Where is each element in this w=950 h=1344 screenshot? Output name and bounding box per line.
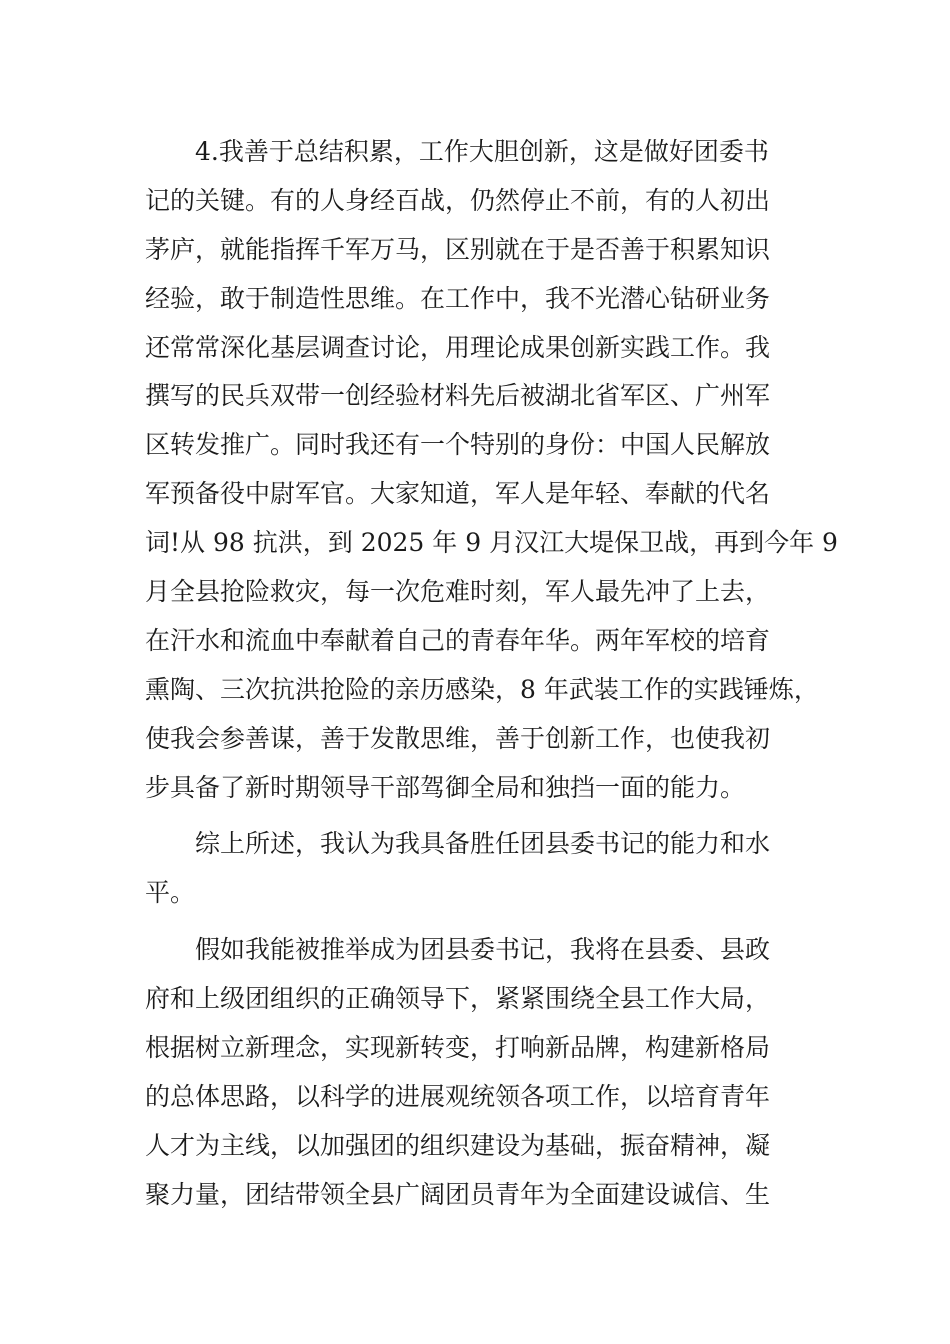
paragraph-line: 聚力量，团结带领全县广阔团员青年为全面建设诚信、生: [145, 1179, 771, 1209]
paragraph-line: 还常常深化基层调查讨论，用理论成果创新实践工作。我: [145, 332, 771, 362]
paragraph-line: 经验，敢于制造性思维。在工作中，我不光潜心钻研业务: [145, 283, 771, 313]
paragraph-line: 词!从 98 抗洪，到 2025 年 9 月汉江大堤保卫战，再到今年 9: [145, 528, 838, 558]
document-body: [145, 128, 838, 1220]
paragraph-line: 使我会参善谋，善于发散思维，善于创新工作，也使我初: [145, 723, 771, 753]
paragraph-line: 根据树立新理念，实现新转变，打响新品牌，构建新格局: [145, 1033, 771, 1063]
paragraph-line: 的总体思路，以科学的进展观统领各项工作，以培育青年: [145, 1081, 771, 1111]
paragraph-line: 区转发推广。同时我还有一个特别的身份：中国人民解放: [145, 430, 771, 460]
paragraph-line: 步具备了新时期领导干部驾御全局和独挡一面的能力。: [145, 772, 746, 802]
paragraph-line: 撰写的民兵双带一创经验材料先后被湖北省军区、广州军: [145, 381, 771, 411]
paragraph-line: 在汗水和流血中奉献着自己的青春年华。两年军校的培育: [145, 625, 771, 655]
paragraph-line: 4.我善于总结积累，工作大胆创新，这是做好团委书: [195, 137, 769, 166]
paragraph-line: 月全县抢险救灾，每一次危难时刻，军人最先冲了上去，: [145, 577, 771, 607]
paragraph-line: 军预备役中尉军官。大家知道，军人是年轻、奉献的代名: [145, 479, 771, 509]
paragraph-line: 平。: [145, 878, 196, 908]
paragraph-line: 假如我能被推举成为团县委书记，我将在县委、县政: [195, 935, 771, 965]
paragraph-line: 人才为主线，以加强团的组织建设为基础，振奋精神，凝: [145, 1130, 771, 1160]
paragraph-line: 茅庐，就能指挥千军万马，区别就在于是否善于积累知识: [145, 234, 771, 264]
paragraph-line: 府和上级团组织的正确领导下，紧紧围绕全县工作大局，: [145, 984, 771, 1014]
paragraph-line: 记的关键。有的人身经百战，仍然停止不前，有的人初出: [145, 185, 771, 215]
paragraph-line: 熏陶、三次抗洪抢险的亲历感染，8 年武装工作的实践锤炼，: [145, 674, 819, 704]
paragraph-line: 综上所述，我认为我具备胜任团县委书记的能力和水: [195, 829, 771, 859]
